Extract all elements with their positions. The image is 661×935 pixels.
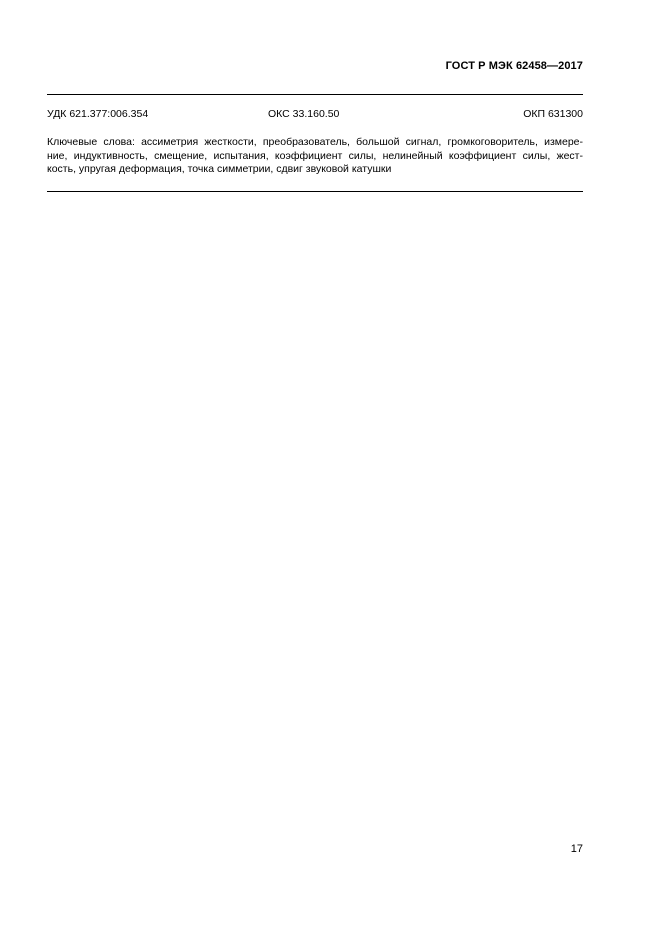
- keywords-line: кость, упругая деформация, точка симметрии, сдвиг звуковой катушки: [47, 163, 392, 175]
- keywords-line: Ключевые слова: ассиметрия жесткости, преобразователь, большой сигнал, громкоговоритель, измере-: [47, 136, 583, 148]
- top-divider: [47, 94, 583, 95]
- udk-code: УДК 621.377:006.354: [47, 108, 149, 120]
- classifier-codes-row: [47, 108, 583, 122]
- bottom-divider: [47, 191, 583, 192]
- page-number: 17: [570, 843, 583, 855]
- keywords-line: ние, индуктивность, смещение, испытания, коэффициент силы, нелинейный коэффициент силы, жест-: [47, 149, 583, 162]
- keywords-paragraph: [47, 136, 583, 177]
- standard-code-header: ГОСТ Р МЭК 62458—2017: [445, 60, 583, 72]
- oks-code: ОКС 33.160.50: [268, 108, 340, 120]
- okp-code: ОКП 631300: [523, 108, 583, 120]
